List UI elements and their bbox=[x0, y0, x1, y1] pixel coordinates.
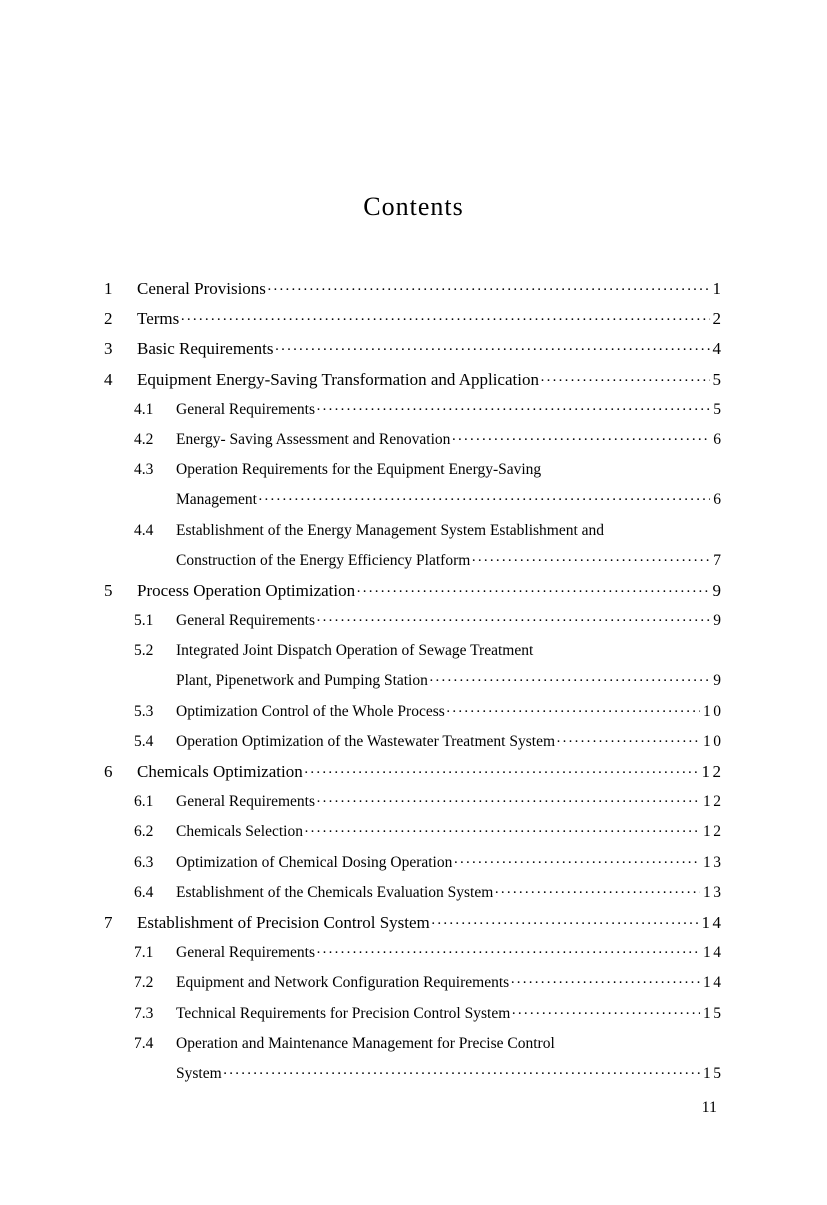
dot-leader bbox=[511, 999, 700, 1029]
dot-leader bbox=[180, 304, 709, 335]
toc-page-number: 9 bbox=[713, 672, 724, 690]
toc-line[interactable] bbox=[104, 999, 724, 1029]
toc-entry-title: Equipment and Network Configuration Requirements bbox=[176, 974, 510, 992]
toc-line[interactable] bbox=[104, 727, 724, 757]
toc-line[interactable] bbox=[104, 757, 724, 787]
toc-entry-title: Basic Requirements bbox=[137, 339, 274, 359]
toc-entry-title: Establishment of Precision Control System bbox=[137, 912, 430, 932]
toc-page-number: 2 bbox=[712, 309, 724, 329]
toc-entry-number: 7.2 bbox=[134, 974, 154, 992]
dot-leader bbox=[471, 546, 710, 576]
toc-entry-number: 4 bbox=[104, 369, 113, 389]
toc-entry-number: 4.4 bbox=[134, 521, 154, 539]
toc-page-number: 1 bbox=[712, 279, 724, 298]
dot-leader bbox=[267, 274, 710, 305]
toc-entry-number: 6.2 bbox=[134, 823, 154, 841]
toc-entry-title: Energy- Saving Assessment and Renovation bbox=[176, 430, 451, 448]
toc-entry-number: 7.4 bbox=[134, 1034, 154, 1052]
toc-entry-title: Integrated Joint Dispatch Operation of Sewage Treatment bbox=[176, 642, 534, 660]
toc-entry-title: General Requirements bbox=[176, 944, 316, 962]
toc-line[interactable] bbox=[104, 787, 724, 817]
toc-line[interactable] bbox=[104, 848, 724, 878]
toc-page-number: 7 bbox=[713, 551, 724, 569]
dot-leader bbox=[316, 938, 700, 968]
toc-entry-number: 6 bbox=[104, 762, 113, 781]
dot-leader bbox=[556, 727, 700, 757]
page-number: 11 bbox=[701, 1099, 717, 1117]
toc-page-number: 10 bbox=[703, 732, 724, 750]
toc-entry-title: Technical Requirements for Precision Control System bbox=[176, 1004, 511, 1022]
toc-entry-title: Optimization Control of the Whole Process bbox=[176, 702, 445, 720]
toc-entry-number: 7 bbox=[104, 912, 113, 932]
toc-line[interactable] bbox=[104, 365, 724, 395]
toc-entry-number: 7.3 bbox=[134, 1004, 154, 1022]
dot-leader bbox=[258, 485, 710, 515]
toc-entry-title: General Requirements bbox=[176, 612, 316, 630]
toc-entry-title: Equipment Energy-Saving Transformation and Application bbox=[137, 369, 539, 389]
toc-page-number: 5 bbox=[712, 369, 724, 389]
toc-entry-number: 5.4 bbox=[134, 732, 154, 750]
toc-line[interactable] bbox=[104, 878, 724, 908]
toc-page-number: 15 bbox=[703, 1004, 724, 1022]
toc-entry-number: 2 bbox=[104, 309, 113, 329]
dot-leader bbox=[540, 365, 710, 396]
toc-entry-title: Operation and Maintenance Management for Precise Control bbox=[176, 1034, 555, 1052]
toc-line[interactable] bbox=[104, 516, 721, 546]
toc-line[interactable] bbox=[104, 697, 724, 727]
toc-entry-number: 5.1 bbox=[134, 612, 154, 630]
toc-page-number: 9 bbox=[713, 612, 724, 630]
toc-entry-number: 4.3 bbox=[134, 461, 154, 479]
toc-entry-title: Management bbox=[176, 491, 257, 509]
toc-page-number: 6 bbox=[713, 430, 724, 448]
toc-entry-number: 7.1 bbox=[134, 944, 154, 962]
toc-line[interactable] bbox=[104, 304, 724, 334]
toc-line[interactable] bbox=[104, 395, 724, 425]
dot-leader bbox=[446, 697, 700, 727]
dot-leader bbox=[510, 968, 700, 998]
toc-page-number: 9 bbox=[712, 580, 724, 600]
toc-line[interactable] bbox=[104, 666, 724, 696]
dot-leader bbox=[274, 334, 709, 365]
toc-entry-title: Ceneral Provisions bbox=[137, 279, 266, 298]
toc-line[interactable] bbox=[104, 1029, 721, 1059]
toc-page-number: 4 bbox=[712, 339, 724, 359]
toc-entry-number: 6.4 bbox=[134, 883, 154, 901]
toc-entry-number: 6.1 bbox=[134, 793, 154, 811]
toc-entry-number: 5.2 bbox=[134, 642, 154, 660]
toc-line[interactable] bbox=[104, 606, 724, 636]
toc-entry-number: 4.1 bbox=[134, 400, 154, 418]
toc-line[interactable] bbox=[104, 485, 724, 515]
toc-entry-number: 6.3 bbox=[134, 853, 154, 871]
toc-line[interactable] bbox=[104, 425, 724, 455]
toc-line[interactable] bbox=[104, 1059, 724, 1089]
toc-entry-title: Chemicals Optimization bbox=[137, 762, 303, 781]
toc-line[interactable] bbox=[104, 576, 724, 606]
toc-entry-number: 4.2 bbox=[134, 430, 154, 448]
toc-entry-title: Process Operation Optimization bbox=[137, 580, 356, 600]
toc-line[interactable] bbox=[104, 546, 724, 576]
toc-entry-title: Establishment of the Chemicals Evaluation System bbox=[176, 883, 494, 901]
toc-entry-title: General Requirements bbox=[176, 793, 316, 811]
dot-leader bbox=[316, 787, 700, 817]
dot-leader bbox=[316, 395, 710, 425]
dot-leader bbox=[356, 576, 709, 607]
toc-entry-number: 3 bbox=[104, 339, 113, 359]
dot-leader bbox=[451, 425, 710, 455]
toc-list bbox=[0, 274, 827, 1089]
toc-entry-title: Establishment of the Energy Management System Establishment and bbox=[176, 521, 605, 539]
toc-entry-number: 5 bbox=[104, 580, 113, 600]
dot-leader bbox=[223, 1059, 700, 1089]
dot-leader bbox=[431, 908, 699, 939]
toc-entry-number: 1 bbox=[104, 279, 113, 298]
dot-leader bbox=[429, 666, 710, 696]
toc-entry-title: Plant, Pipenetwork and Pumping Station bbox=[176, 672, 428, 690]
toc-page-number: 13 bbox=[703, 883, 724, 901]
toc-line[interactable] bbox=[104, 908, 724, 938]
toc-entry-title: General Requirements bbox=[176, 400, 316, 418]
toc-page-number: 14 bbox=[703, 974, 724, 992]
toc-page-number: 12 bbox=[703, 823, 724, 841]
toc-line[interactable] bbox=[104, 938, 724, 968]
toc-page-number: 12 bbox=[701, 762, 724, 781]
toc-line[interactable] bbox=[104, 817, 724, 847]
toc-page-number: 15 bbox=[703, 1064, 724, 1082]
toc-page-number: 14 bbox=[703, 944, 724, 962]
toc-page-number: 13 bbox=[703, 853, 724, 871]
toc-line[interactable] bbox=[104, 636, 721, 666]
toc-entry-title: Terms bbox=[137, 309, 180, 329]
dot-leader bbox=[304, 757, 699, 788]
toc-entry-number: 5.3 bbox=[134, 702, 154, 720]
dot-leader bbox=[304, 817, 700, 847]
dot-leader bbox=[453, 848, 700, 878]
toc-entry-title: Operation Requirements for the Equipment Energy-Saving bbox=[176, 461, 542, 479]
toc-line[interactable] bbox=[104, 274, 724, 304]
toc-entry-title: Construction of the Energy Efficiency Platform bbox=[176, 551, 471, 569]
toc-entry-title: Optimization of Chemical Dosing Operation bbox=[176, 853, 453, 871]
toc-line[interactable] bbox=[104, 968, 724, 998]
toc-page-number: 5 bbox=[713, 400, 724, 418]
toc-page-number: 12 bbox=[703, 793, 724, 811]
toc-line[interactable] bbox=[104, 455, 721, 485]
toc-page-number: 6 bbox=[713, 491, 724, 509]
dot-leader bbox=[494, 878, 700, 908]
page-title: Contents bbox=[363, 192, 464, 221]
toc-line[interactable] bbox=[104, 334, 724, 364]
toc-page-number: 10 bbox=[703, 702, 724, 720]
toc-entry-title: System bbox=[176, 1064, 222, 1082]
toc-entry-title: Chemicals Selection bbox=[176, 823, 303, 841]
toc-page-number: 14 bbox=[701, 912, 724, 932]
toc-entry-title: Operation Optimization of the Wastewater Treatment System bbox=[176, 732, 556, 750]
dot-leader bbox=[316, 606, 710, 636]
